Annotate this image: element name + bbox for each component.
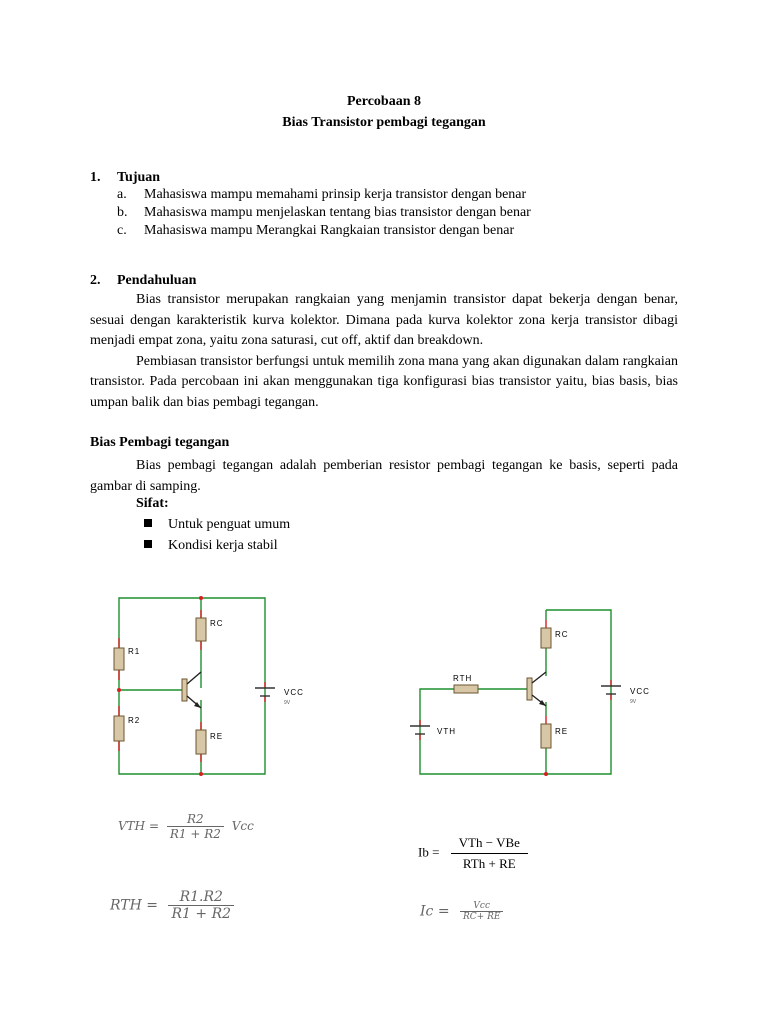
rth-denominator: R1 + R2 [168, 905, 234, 922]
vcc-value: 9V [284, 700, 291, 706]
tujuan-item-a: Mahasiswa mampu memahami prinsip kerja transistor dengan benar [144, 187, 527, 202]
vth-numerator: R2 [187, 812, 204, 826]
section2-heading: Pendahuluan [117, 273, 197, 288]
bias-section-heading: Bias Pembagi tegangan [90, 435, 230, 450]
re-resistor [196, 730, 206, 754]
equation-ic [420, 901, 509, 922]
rth-numerator: R1.R2 [179, 889, 223, 905]
vth-suffix: Vcc [231, 819, 254, 833]
pendahuluan-paragraph-2: Pembiasan transistor berfungsi untuk memilih zona mana yang akan digunakan dalam rangkaian transistor. Pada percobaan ini akan menggunakan tiga konfigurasi bias transistor yaitu, bias basis, bias umpan balik dan bias pembagi tegangan. [90, 353, 678, 410]
tujuan-item-b: Mahasiswa mampu menjelaskan tentang bias transistor dengan benar [144, 205, 531, 220]
vcc-label: VCC [284, 688, 304, 697]
npn-transistor-icon [182, 672, 201, 708]
r1-label: R1 [128, 647, 141, 656]
ib-lhs: Ib = [418, 844, 440, 860]
re-label: RE [210, 732, 224, 741]
re2-resistor [541, 724, 551, 748]
rth-label: RTH [453, 674, 473, 683]
section1-heading: Tujuan [117, 170, 161, 185]
sifat-label: Sifat: [136, 496, 169, 511]
sifat-bullet-2-text: Kondisi kerja stabil [168, 538, 278, 553]
r2-resistor [114, 716, 124, 741]
rth-resistor [454, 685, 478, 693]
pendahuluan-paragraph-1: Bias transistor merupakan rangkaian yang menjamin transistor dapat bekerja dengan benar, sesuai dengan karakteristik kurva kolektor. Dimana pada kurva kolektor zona kerja transistor dibagi menjadi empat zona, yaitu zona saturasi, cut off, aktif dan breakdown. [90, 292, 678, 348]
ic-denominator: RC+ RE [460, 911, 503, 922]
rth-fraction [168, 889, 234, 922]
vcc2-value: 9V [630, 699, 637, 705]
tujuan-marker-c: c. [117, 223, 127, 238]
page-title: Percobaan 8 [346, 94, 421, 109]
tujuan-item-c: Mahasiswa mampu Merangkai Rangkaian transistor dengan benar [144, 223, 515, 238]
rc2-resistor [541, 628, 551, 648]
ic-fraction [460, 901, 503, 922]
vth-denominator: R1 + R2 [167, 826, 224, 841]
equation-ib [418, 835, 536, 872]
section2-number: 2. [90, 273, 101, 288]
rth-lhs: RTH = [110, 897, 159, 914]
thevenin-circuit [410, 610, 650, 776]
rc-resistor [196, 618, 206, 641]
vth-fraction [167, 812, 224, 841]
vth-lhs: VTH = [118, 819, 160, 833]
ib-numerator: VTh − VBe [458, 835, 520, 850]
rc2-label: RC [555, 630, 569, 639]
r1-resistor [114, 648, 124, 670]
tujuan-marker-b: b. [117, 205, 128, 220]
equation-rth [110, 889, 240, 922]
tujuan-marker-a: a. [117, 187, 127, 202]
bias-paragraph: Bias pembagi tegangan adalah pemberian resistor pembagi tegangan ke basis, seperti pada gambar di samping. [90, 458, 678, 494]
rc-label: RC [210, 619, 224, 628]
npn-transistor-2-icon [527, 672, 546, 706]
ib-fraction [451, 835, 528, 872]
equation-vth [118, 812, 254, 841]
section1-number: 1. [90, 170, 101, 185]
page-subtitle: Bias Transistor pembagi tegangan [282, 115, 486, 130]
r2-label: R2 [128, 716, 141, 725]
re2-label: RE [555, 727, 569, 736]
vcc2-label: VCC [630, 687, 650, 696]
ic-numerator: Vcc [473, 901, 491, 911]
vth-label: VTH [437, 727, 456, 736]
ib-denominator: RTh + RE [451, 853, 528, 872]
sifat-bullet-1-text: Untuk penguat umum [168, 517, 291, 532]
ic-lhs: Ic = [420, 903, 450, 920]
